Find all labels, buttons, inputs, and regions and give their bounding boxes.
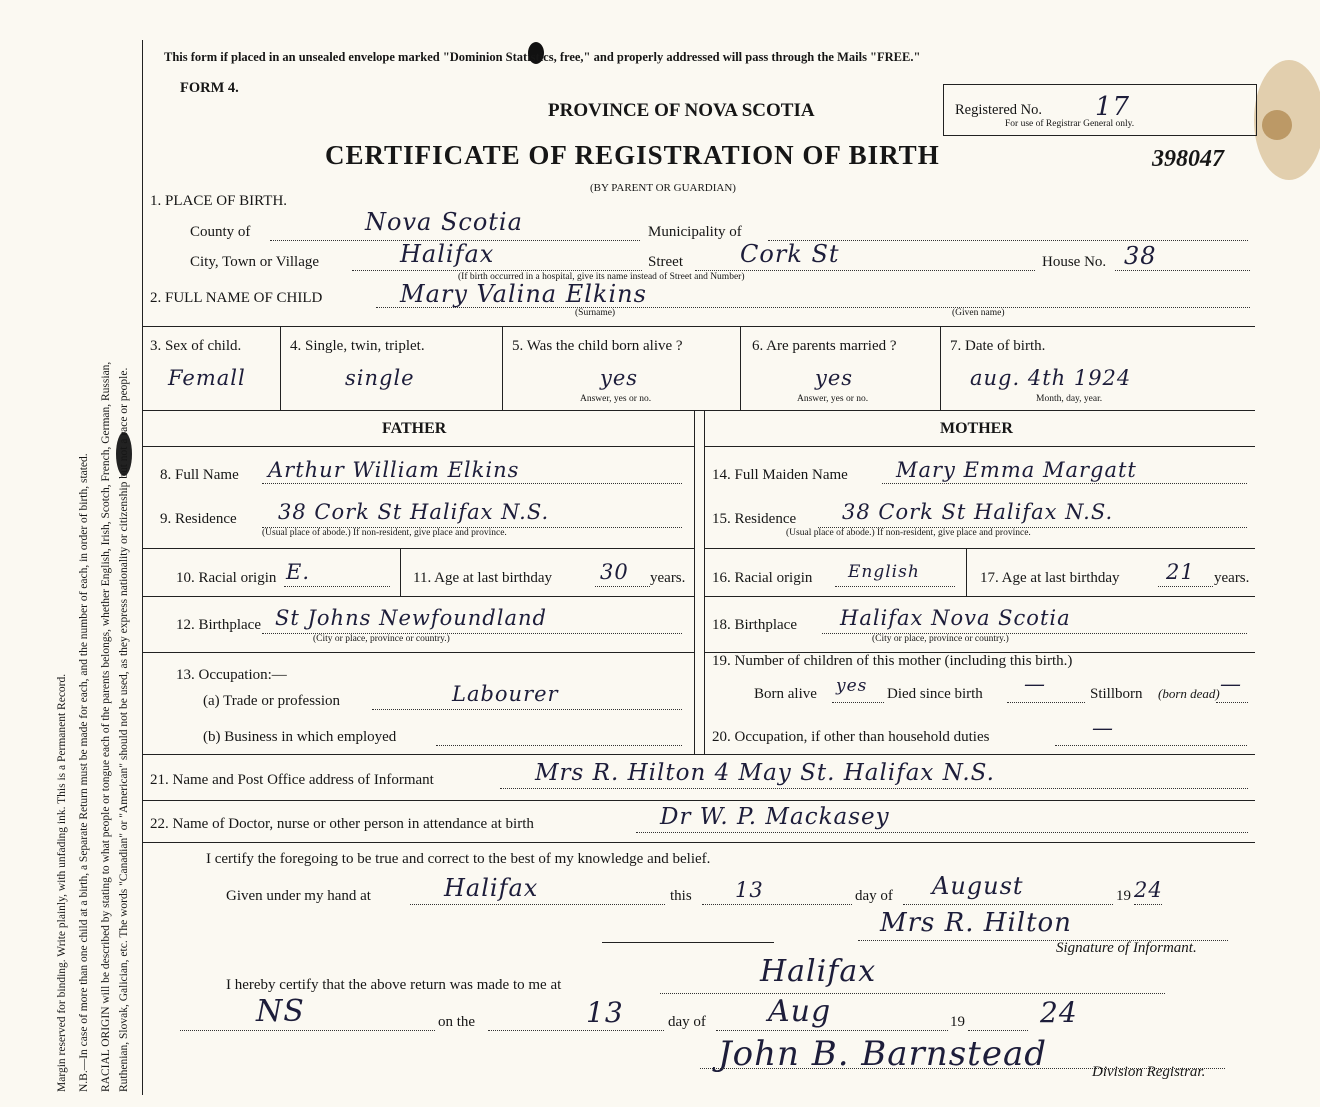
doctor-label: 22. Name of Doctor, nurse or other person in attendance at birth — [150, 816, 534, 832]
mailing-notice: This form if placed in an unsealed envelope marked "Dominion Statistics, free," and properly addressed will pass through the Mails "FREE." — [164, 50, 921, 64]
child-name-value: Mary Valina Elkins — [400, 280, 647, 308]
born-alive-count-value: yes — [836, 676, 868, 696]
parents-married-label: 6. Are parents married ? — [752, 338, 897, 354]
province-heading: PROVINCE OF NOVA SCOTIA — [548, 100, 815, 121]
mother-age-label: 17. Age at last birthday — [980, 570, 1120, 586]
certificate-title: CERTIFICATE OF REGISTRATION OF BIRTH — [325, 140, 940, 170]
margin-note-racial-origin-cont: Ruthenian, Slovak, Galician, etc. The words "Canadian" or "American" should not be used, as they express nationality or citizenship but not a race or people. — [118, 367, 130, 1092]
mother-birthplace-value: Halifax Nova Scotia — [840, 606, 1071, 630]
return-day-of-label: day of — [668, 1014, 706, 1030]
stillborn-paren: (born dead) — [1158, 686, 1220, 701]
father-racial-origin-value: E. — [286, 560, 311, 584]
registrar-signature: John B. Barnstead — [718, 1034, 1047, 1074]
mother-residence-label: 15. Residence — [712, 511, 797, 527]
street-label: Street — [648, 254, 683, 270]
margin-note-racial-origin: RACIAL ORIGIN will be described by stating to what people or tongue each of the parents belongs, whether English, Irish, Scotch, French, German, Russian, — [100, 361, 112, 1092]
father-name-label: 8. Full Name — [160, 467, 239, 483]
serial-number: 398047 — [1152, 146, 1224, 172]
return-year-prefix: 19 — [950, 1014, 965, 1030]
business-label: (b) Business in which employed — [203, 729, 397, 745]
mother-heading: MOTHER — [940, 420, 1013, 437]
ink-stain — [1262, 110, 1292, 140]
born-alive-label: 5. Was the child born alive ? — [512, 338, 683, 354]
sex-label: 3. Sex of child. — [150, 338, 242, 354]
date-of-birth-value: aug. 4th 1924 — [970, 366, 1132, 390]
on-the-label: on the — [438, 1014, 476, 1030]
registrar-note: For use of Registrar General only. — [1005, 119, 1135, 129]
mother-age-years: years. — [1214, 570, 1250, 586]
place-of-birth-heading: 1. PLACE OF BIRTH. — [150, 193, 288, 209]
return-prefix-value: NS — [256, 994, 305, 1029]
father-abode-caption: (Usual place of abode.) If non-resident, give place and province. — [262, 528, 507, 538]
return-month-value: Aug — [768, 994, 832, 1029]
father-birthplace-caption: (City or place, province or country.) — [313, 634, 450, 644]
certify-statement: I certify the foregoing to be true and correct to the best of my knowledge and belief. — [206, 851, 711, 867]
father-residence-label: 9. Residence — [160, 511, 237, 527]
form-number: FORM 4. — [180, 80, 239, 96]
stillborn-value: — — [1220, 672, 1242, 696]
day-of-label: day of — [855, 888, 893, 904]
mother-name-value: Mary Emma Margatt — [896, 458, 1137, 482]
father-heading: FATHER — [382, 420, 447, 437]
informant-signature: Mrs R. Hilton — [880, 908, 1072, 938]
mother-racial-origin-value: English — [848, 562, 920, 582]
date-of-birth-label: 7. Date of birth. — [950, 338, 1046, 354]
house-number-label: House No. — [1042, 254, 1107, 270]
sex-value: Femall — [168, 366, 246, 390]
margin-note-permanent-record: Margin reserved for binding. Write plainly, with unfading ink. This is a Permanent Record. — [56, 673, 68, 1092]
margin-rule — [142, 40, 143, 1095]
year-value: 24 — [1134, 878, 1163, 902]
child-name-label: 2. FULL NAME OF CHILD — [150, 290, 323, 306]
informant-signature-caption: Signature of Informant. — [1056, 940, 1197, 956]
mother-age-value: 21 — [1166, 560, 1195, 584]
father-name-value: Arthur William Elkins — [268, 458, 520, 482]
died-since-birth-label: Died since birth — [887, 686, 983, 702]
trade-value: Labourer — [452, 682, 559, 706]
mother-residence-value: 38 Cork St Halifax N.S. — [842, 500, 1114, 524]
this-label: this — [670, 888, 692, 904]
street-value: Cork St — [740, 240, 840, 268]
parents-married-value: yes — [815, 366, 854, 390]
month-value: August — [932, 872, 1024, 900]
born-alive-value: yes — [600, 366, 639, 390]
margin-note-multiple-births: N.B.—In case of more than one child at a birth, a Separate Return must be made for each, and the number of each, in order of birth, stated. — [78, 453, 90, 1092]
registered-number-label: Registered No. — [955, 102, 1042, 118]
return-place-value: Halifax — [760, 954, 877, 989]
day-value: 13 — [735, 878, 764, 902]
city-label: City, Town or Village — [190, 254, 320, 270]
house-number-value: 38 — [1124, 242, 1157, 270]
father-age-value: 30 — [600, 560, 629, 584]
father-birthplace-value: St Johns Newfoundland — [275, 606, 547, 630]
doctor-value: Dr W. P. Mackasey — [660, 804, 890, 830]
informant-value: Mrs R. Hilton 4 May St. Halifax N.S. — [535, 760, 995, 786]
municipality-label: Municipality of — [648, 224, 742, 240]
registrar-caption: Division Registrar. — [1092, 1064, 1206, 1080]
born-alive-caption: Answer, yes or no. — [580, 394, 652, 404]
father-racial-origin-label: 10. Racial origin — [176, 570, 277, 586]
stillborn-label: Stillborn — [1090, 686, 1143, 702]
plurality-value: single — [345, 366, 415, 390]
father-occupation-label: 13. Occupation:— — [176, 667, 287, 683]
given-name-caption: (Given name) — [952, 308, 1005, 318]
certificate-subtitle: (BY PARENT OR GUARDIAN) — [590, 182, 736, 194]
year-prefix: 19 — [1116, 888, 1131, 904]
city-value: Halifax — [400, 240, 495, 268]
born-alive-count-label: Born alive — [754, 686, 817, 702]
mother-abode-caption: (Usual place of abode.) If non-resident, give place and province. — [786, 528, 1031, 538]
plurality-label: 4. Single, twin, triplet. — [290, 338, 425, 354]
children-count-label: 19. Number of children of this mother (including this birth.) — [712, 653, 1073, 669]
county-label: County of — [190, 224, 251, 240]
return-statement: I hereby certify that the above return was made to me at — [226, 977, 562, 993]
father-age-label: 11. Age at last birthday — [413, 570, 552, 586]
return-year-value: 24 — [1040, 996, 1078, 1029]
given-under-hand-label: Given under my hand at — [226, 888, 371, 904]
father-age-years: years. — [650, 570, 686, 586]
surname-caption: (Surname) — [575, 308, 616, 318]
registered-number-value: 17 — [1095, 92, 1131, 122]
parents-married-caption: Answer, yes or no. — [797, 394, 869, 404]
trade-label: (a) Trade or profession — [203, 693, 341, 709]
mother-racial-origin-label: 16. Racial origin — [712, 570, 813, 586]
mother-birthplace-caption: (City or place, province or country.) — [872, 634, 1009, 644]
informant-label: 21. Name and Post Office address of Informant — [150, 772, 434, 788]
mother-occupation-value: — — [1092, 716, 1114, 740]
died-since-birth-value: — — [1024, 672, 1046, 696]
given-place-value: Halifax — [444, 874, 539, 902]
mother-birthplace-label: 18. Birthplace — [712, 617, 797, 633]
county-value: Nova Scotia — [365, 208, 523, 236]
date-of-birth-caption: Month, day, year. — [1036, 394, 1103, 404]
return-day-value: 13 — [586, 996, 624, 1029]
mother-name-label: 14. Full Maiden Name — [712, 467, 848, 483]
hospital-note: (If birth occurred in a hospital, give its name instead of Street and Number) — [458, 272, 745, 282]
father-residence-value: 38 Cork St Halifax N.S. — [278, 500, 550, 524]
mother-occupation-label: 20. Occupation, if other than household duties — [712, 729, 990, 745]
father-birthplace-label: 12. Birthplace — [176, 617, 261, 633]
